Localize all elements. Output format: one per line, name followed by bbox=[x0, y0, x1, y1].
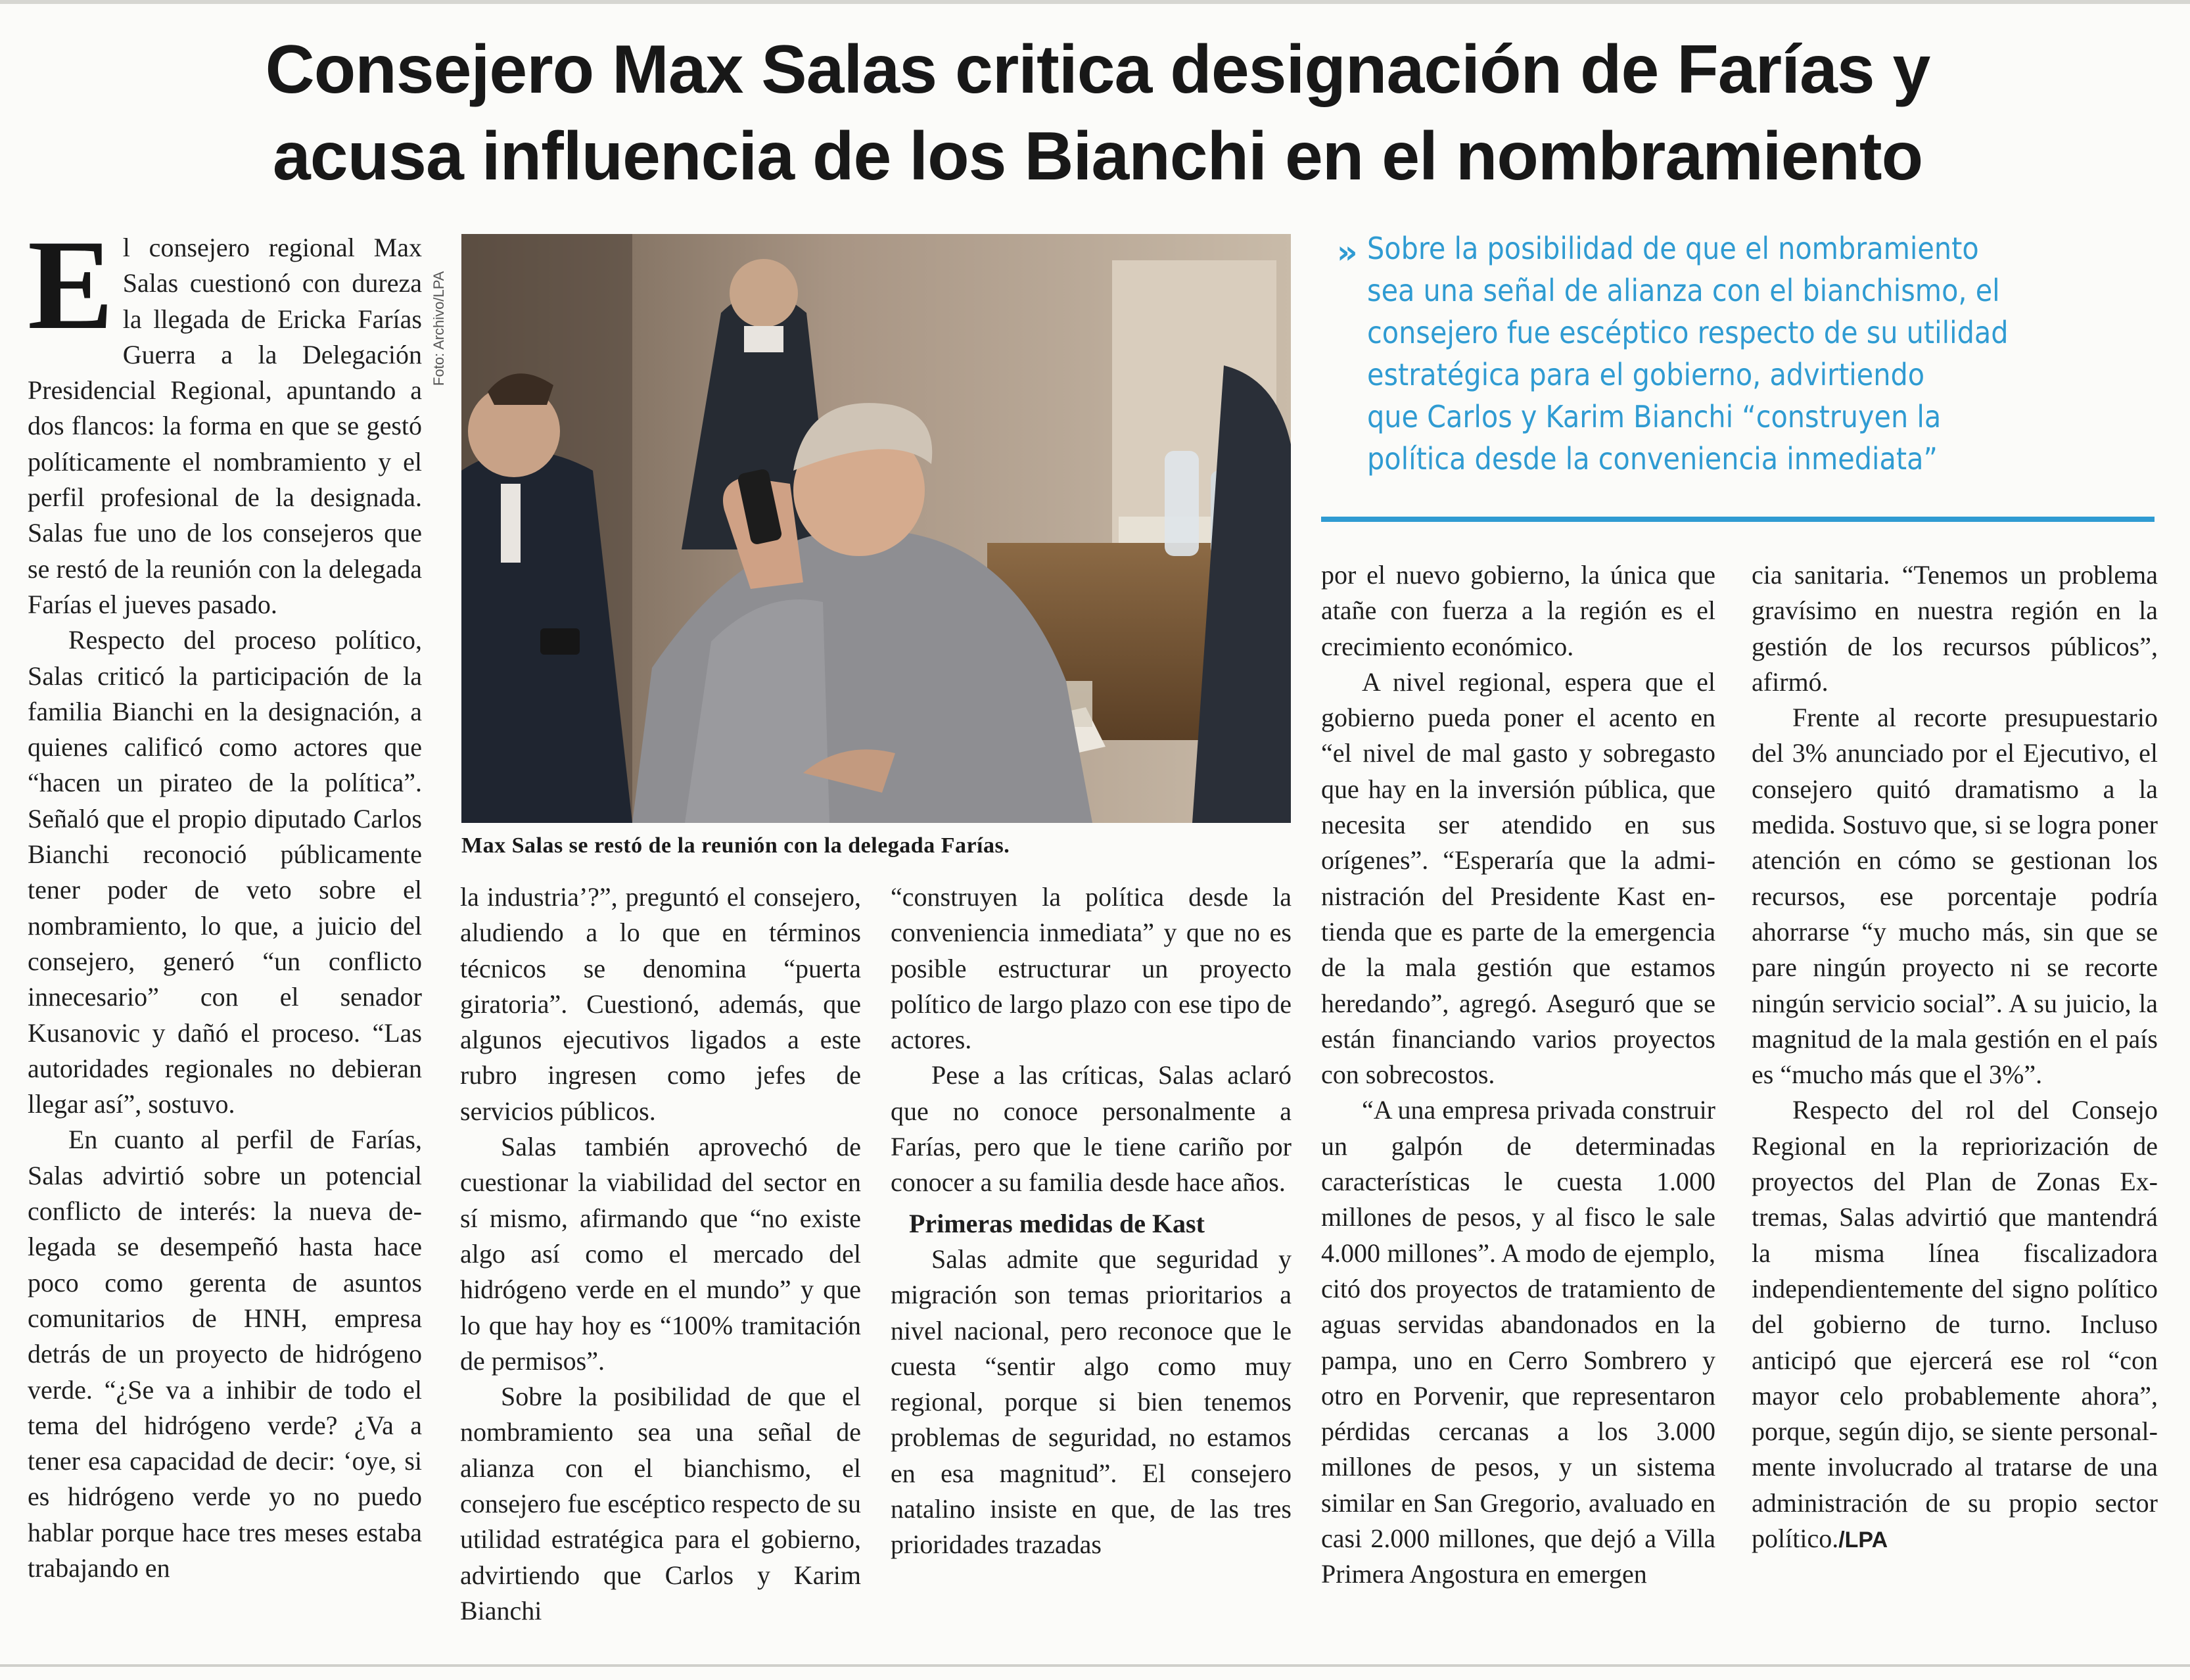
drop-cap: E bbox=[28, 230, 114, 356]
column-2 bbox=[460, 879, 861, 1648]
paragraph: por el nuevo gobierno, la única que atañe con fuerza a la región es el crecimiento económico. bbox=[1321, 560, 1715, 661]
pull-quote-line: política desde la conveniencia inmediata” bbox=[1367, 441, 1938, 477]
paragraph: cia sanitaria. “Tenemos un problema gravísimo en nuestra región en la gestión de los recursos públicos”, afirmó. bbox=[1752, 560, 2158, 697]
agency-signoff: /LPA bbox=[1838, 1528, 1888, 1553]
paragraph: En cuanto al perfil de Farías, Salas advirtió sobre un potencial conflicto de interés: la nueva delegada se desempeñó hasta hace poco como gerenta de asuntos comunitarios de HNH, empresa detrás de un proyecto de hidrógeno verde. “¿Se va a inhibir de todo el tema del hidrógeno verde? ¿Va a tener esa capacidad de decir: ‘oye, si es hidrógeno verde yo no puedo hablar porque hace tres meses estaba trabajando en bbox=[28, 1125, 422, 1583]
paragraph: Sobre la posibilidad de que el nombramiento sea una señal de alianza con el bianchismo, el consejero fue escéptico respecto de su utilidad estratégica para el gobierno, advirtiendo que Carlos y Karim Bianchi bbox=[460, 1382, 861, 1625]
column-4 bbox=[1321, 557, 1715, 1648]
pull-quote-line: consejero fue escéptico respecto de su utilidad bbox=[1367, 315, 2009, 350]
paragraph-text: Respecto del rol del Consejo Regional en la repriorización de proyectos del Plan de Zonas Extremas, Salas advirtió que mantendrá la misma línea fiscalizadora independientemente del signo político del gobierno de turno. Incluso anticipó que ejercerá ese rol “con mayor celo probablemente ahora”, porque, según dijo, se siente personalmente involucrado al tratarse de una administración de su propio sector político. bbox=[1752, 1095, 2158, 1554]
paragraph: A nivel regional, espera que el gobierno pueda poner el acento en “el nivel de mal gasto y sobregasto que hay en la inversión pública, que necesita ser atendido en sus orígenes”. “Esperaría que la administración del Presidente Kast entienda que es parte de la emergencia de la mala gestión que estamos heredando”, agregó. Aseguró que se están financiando varios proyectos con sobrecostos. bbox=[1321, 666, 1715, 1090]
pull-quote-text bbox=[1321, 227, 2156, 480]
subheading: Primeras medidas de Kast bbox=[909, 1208, 1205, 1238]
pull-quote-line: que Carlos y Karim Bianchi “construyen la bbox=[1367, 399, 1942, 434]
paragraph: Frente al recorte presupuestario del 3% anunciado por el Ejecutivo, el consejero quitó dramatismo a la medida. Sostuvo que, si se logra poner atención en cómo se gestionan los recursos, ese porcentaje podría ahorrarse “y mucho más, sin que se pare ningún proyecto ni se recorte ningún servicio social”. A su juicio, la magnitud de la mala gestión en el país es “mucho más que el 3%”. bbox=[1752, 703, 2158, 1090]
double-chevron-icon: ›› bbox=[1337, 234, 1353, 271]
paragraph: Pese a las críticas, Salas aclaró que no conoce personalmente a Farías, pero que le tiene cariño por conocer a su familia desde hace años. bbox=[891, 1060, 1292, 1198]
headline: Consejero Max Salas critica designación de Farías y acusa influencia de los Bianchi en el nombramiento bbox=[265, 32, 1930, 195]
column-5 bbox=[1752, 557, 2158, 1648]
paragraph: la industria’?”, preguntó el consejero, aludiendo a lo que en términos técnicos se denomina “puerta giratoria”. Cuestionó, además, que algunos ejecutivos ligados a este rubro ingresen como jefes de servicios públicos. bbox=[460, 882, 861, 1126]
top-rule bbox=[0, 0, 2190, 4]
paragraph: “construyen la política desde la conveniencia inmediata” y que no es posible estructurar un proyecto político de largo plazo con ese tipo de actores. bbox=[891, 882, 1292, 1055]
pull-quote-line: sea una señal de alianza con el bianchismo, el bbox=[1367, 273, 2000, 308]
column-1 bbox=[28, 230, 422, 1643]
meeting-photo-illustration bbox=[461, 234, 1291, 823]
paragraph: Salas también aprovechó de cuestionar la viabilidad del sector en sí mismo, afirmando que “no existe algo así como el mercado del hidrógeno verde en el mundo” y que lo que hay hoy es “100% tramitación de permisos”. bbox=[460, 1132, 861, 1376]
pull-quote bbox=[1321, 227, 2156, 503]
photo-caption: Max Salas se restó de la reunión con la delegada Farías. bbox=[461, 833, 1010, 858]
paragraph: “A una empresa privada construir un galpón de determinadas características le cuesta 1.000 millones de pesos, y al fisco le sale 4.000 millones”. A modo de ejemplo, citó dos proyectos de tratamiento de aguas servidas abandonados en la pampa, uno en Cerro Sombrero y otro en Porvenir, que representaron pérdidas cercanas a los 3.000 millones de pesos, y un sistema similar en San Gregorio, avaluado en casi 2.000 millones, que dejó a Villa Primera Angostura en emergen bbox=[1321, 1095, 1715, 1589]
pull-quote-rule bbox=[1321, 517, 2155, 522]
column-3 bbox=[891, 879, 1292, 1648]
pull-quote-line: Sobre la posibilidad de que el nombramiento bbox=[1367, 231, 1979, 266]
paragraph: Respecto del proceso político, Salas criticó la participación de la familia Bianchi en la designación, a quienes calificó como actores que “hacen un pirateo de la política”. Señaló que el propio diputado Carlos Bianchi reconoció públicamente tener poder de veto sobre el nombramiento, lo que, a juicio del consejero, generó “un conflicto innecesario” con el senador Kusanovic y dañó el proceso. “Las autoridades regionales no debieran llegar así”, sostuvo. bbox=[28, 625, 422, 1119]
paragraph bbox=[1752, 1092, 2158, 1558]
bottom-rule bbox=[0, 1664, 2190, 1667]
article-photo bbox=[461, 234, 1291, 823]
paragraph: Salas admite que seguridad y migración son temas prioritarios a nivel nacional, pero reconoce que le cuesta “sentir algo como muy regional, porque si bien tenemos problemas de seguridad, no estamos en esa magnitud”. El consejero natalino insiste en que, de las tres prioridades trazadas bbox=[891, 1244, 1292, 1560]
pull-quote-line: estratégica para el gobierno, advirtiendo bbox=[1367, 357, 1925, 392]
paragraph: l consejero regional Max Salas cuestionó con dureza la llegada de Ericka Farías Guerra a la Delegación Presidencial Regional, apuntando a dos flancos: la forma en que se gestó políticamente el nombramiento y el perfil profesional de la designada. Salas fue uno de los consejeros que se restó de la reunión con la delegada Farías el jueves pasado. bbox=[28, 233, 422, 619]
photo-credit: Foto: Archivo/LPA bbox=[431, 271, 447, 386]
